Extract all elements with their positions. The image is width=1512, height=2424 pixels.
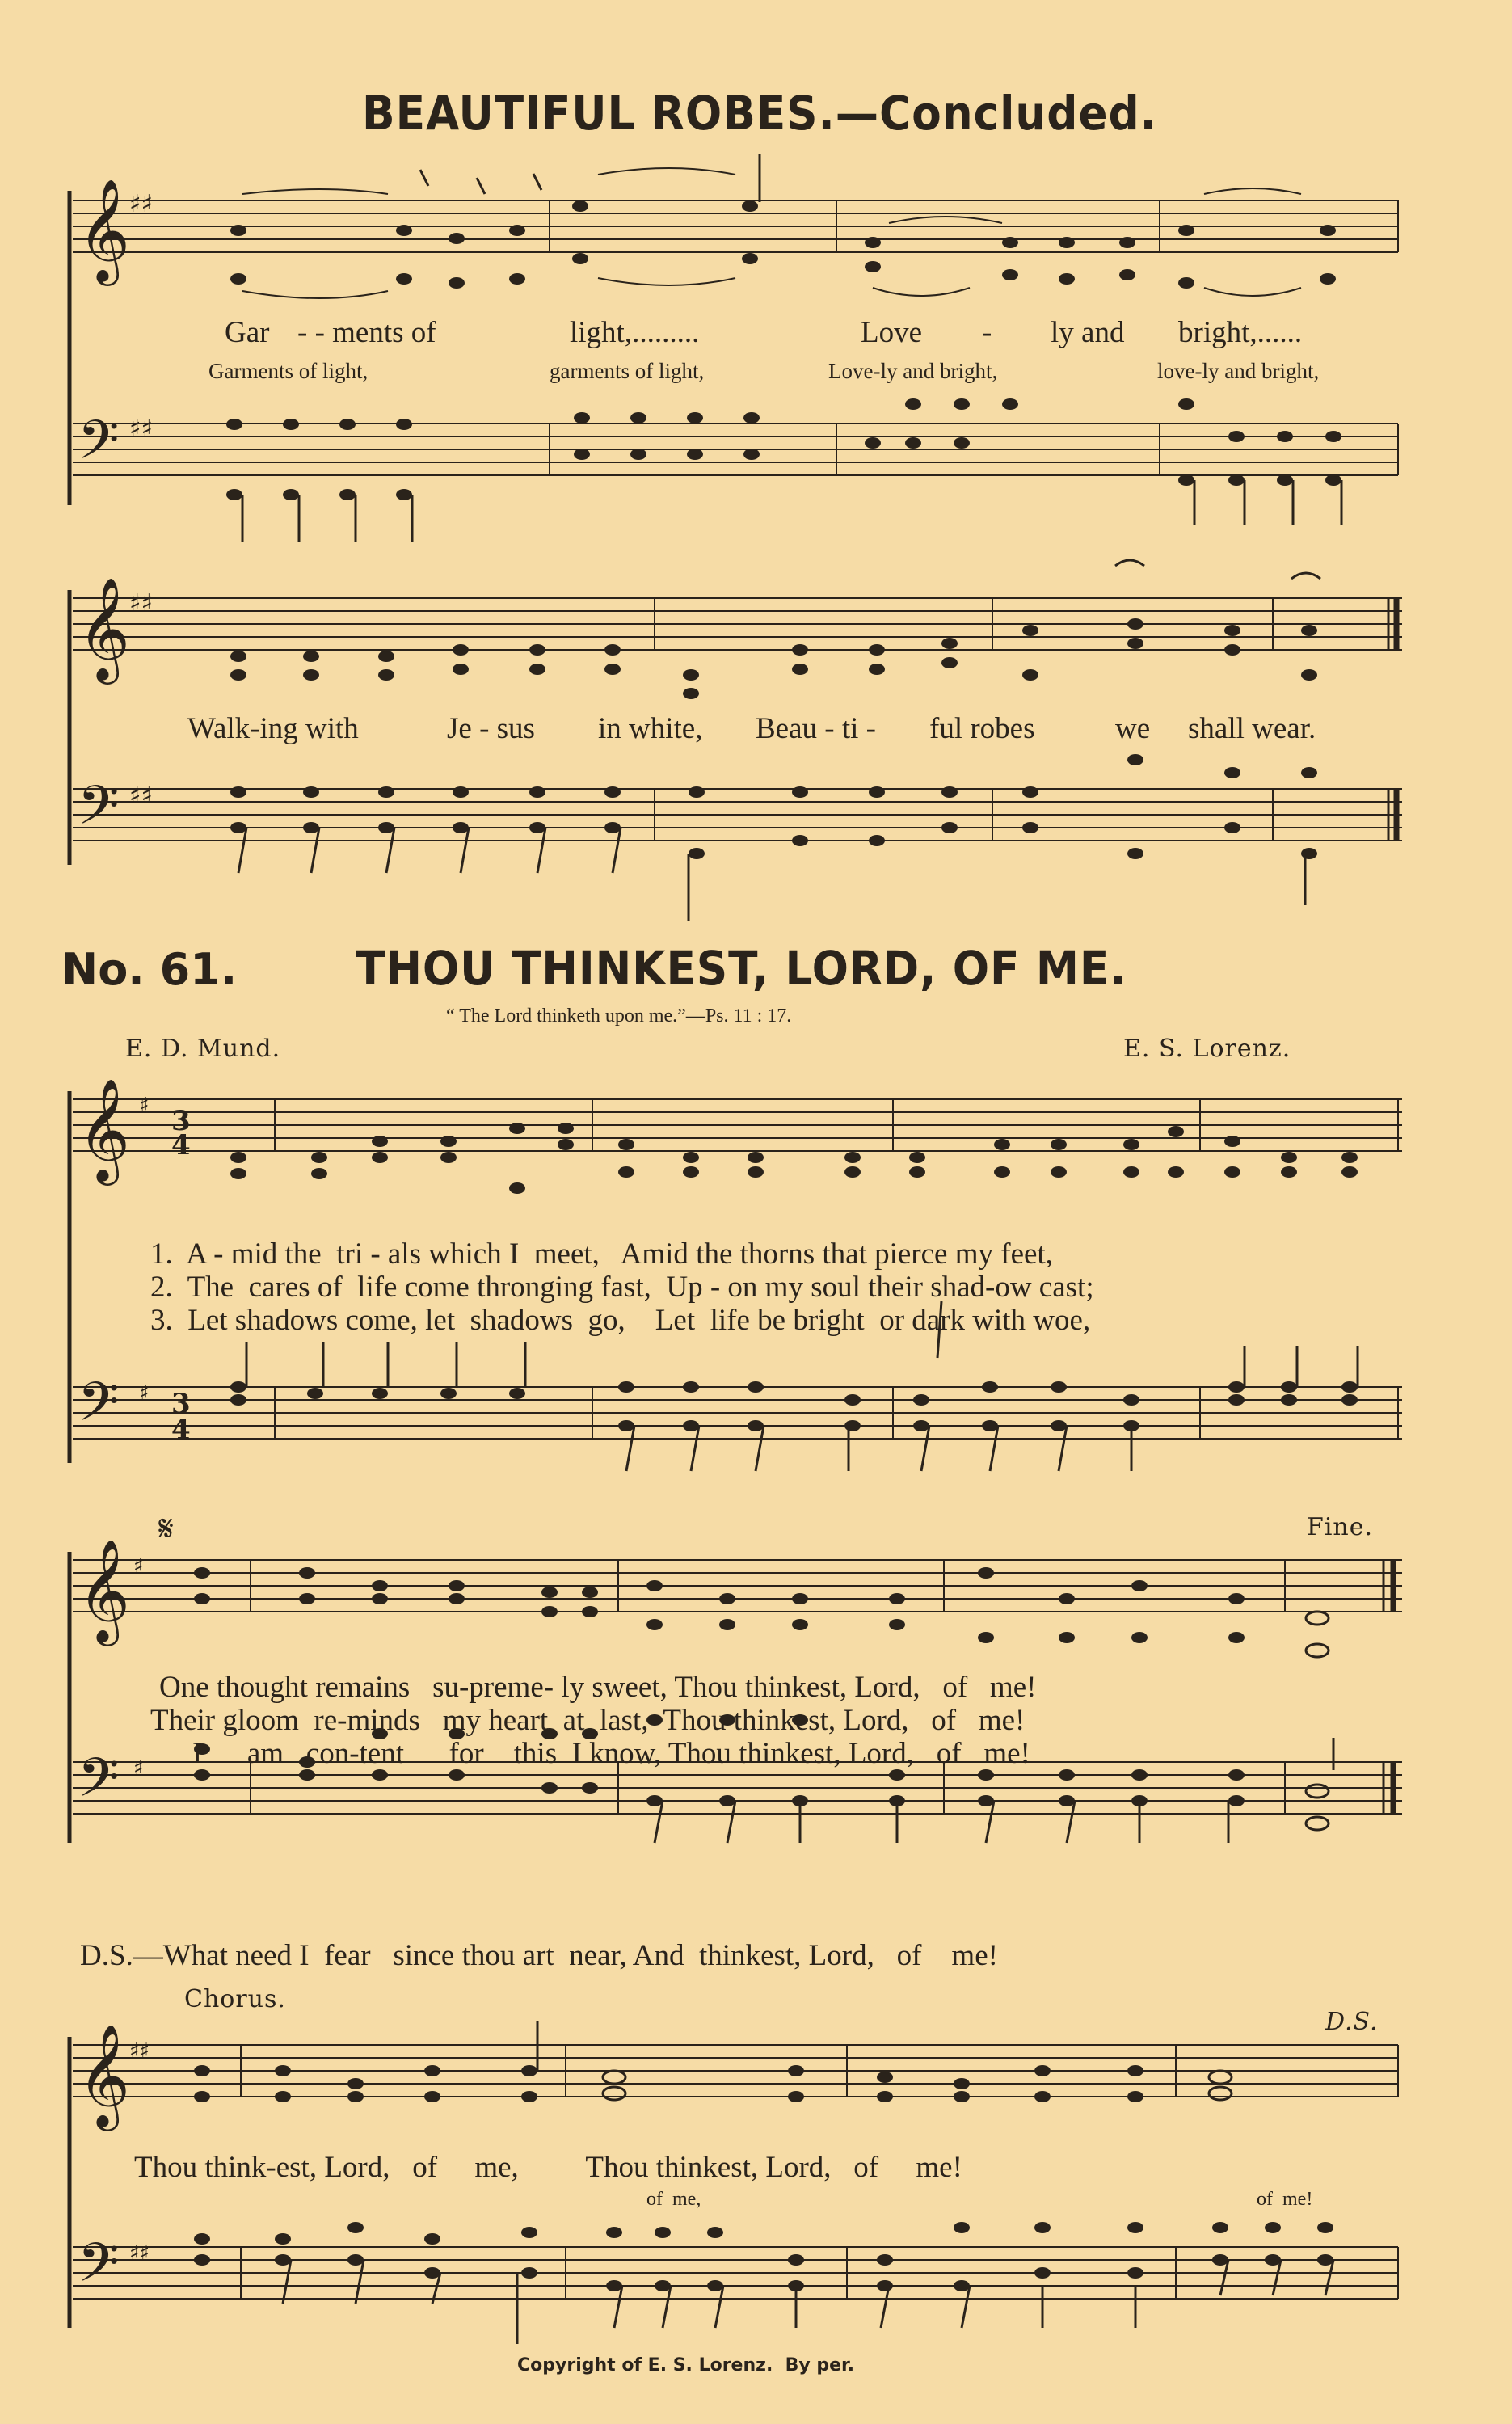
robes-lyric-6: ly and <box>1051 316 1125 349</box>
robes-lyric-1: Gar <box>225 316 270 349</box>
robes-system-1-music <box>0 0 1512 566</box>
robes-lyric-2: - - ments of <box>297 316 436 349</box>
robes-lyric-11: Beau - ti - <box>756 712 876 745</box>
hymn-segno: 𝄋 <box>158 1509 174 1549</box>
robes-lyric-5: - <box>982 316 992 349</box>
robes-small-4: love-ly and bright, <box>1157 359 1320 383</box>
robes-lyric-3: light,......... <box>570 316 700 349</box>
verse-1-line-1: 1. A - mid the tri - als which I meet, Amid the thorns that pierce my feet, <box>150 1237 1053 1271</box>
svg-text:♯: ♯ <box>139 1094 150 1118</box>
chorus-echo-1: of me, <box>646 2189 701 2210</box>
hymn-number: No. 61. <box>61 944 238 995</box>
svg-text:♯: ♯ <box>133 1554 144 1579</box>
robes-lyric-12: ful robes <box>929 712 1035 745</box>
verse-3-line-1: 3. Let shadows come, let shadows go, Let life be bright or dark with woe, <box>150 1304 1091 1337</box>
svg-text:♯♯: ♯♯ <box>129 2241 150 2266</box>
svg-text:𝄢: 𝄢 <box>78 774 120 849</box>
page-title: BEAUTIFUL ROBES.—Concluded. <box>362 86 1157 141</box>
svg-text:𝄞: 𝄞 <box>78 178 131 281</box>
robes-lyric-7: bright,...... <box>1178 316 1303 349</box>
svg-text:♯♯: ♯♯ <box>129 589 154 618</box>
hymn-epigraph: “ The Lord thinketh upon me.”—Ps. 11 : 17. <box>446 1005 792 1027</box>
chorus-echo-2: of me! <box>1257 2189 1313 2210</box>
robes-lyric-13: we <box>1115 712 1151 745</box>
svg-text:𝄞: 𝄞 <box>78 1538 131 1642</box>
hymn-title: THOU THINKEST, LORD, OF ME. <box>356 941 1127 996</box>
verse-2-line-1: 2. The cares of life come thronging fast, Up - on my soul their shad-ow cast; <box>150 1271 1094 1304</box>
verse-2-line-2: Their gloom re-minds my heart at last, Thou thinkest, Lord, of me! <box>150 1704 1026 1737</box>
svg-text:♯♯: ♯♯ <box>129 782 154 810</box>
svg-text:𝄞: 𝄞 <box>78 1077 131 1181</box>
robes-small-3: Love-ly and bright, <box>828 359 998 383</box>
hymn-composer: E. S. Lorenz. <box>1123 1035 1291 1063</box>
robes-lyric-8: Walk-ing with <box>187 712 359 745</box>
robes-lyric-4: Love <box>861 316 923 349</box>
svg-text:♯♯: ♯♯ <box>129 190 154 218</box>
svg-text:4: 4 <box>171 1414 191 1446</box>
svg-text:♯♯: ♯♯ <box>129 415 154 443</box>
svg-text:𝄢: 𝄢 <box>78 409 120 484</box>
chorus-label: Chorus. <box>184 1985 286 2013</box>
ds-lyric-line: D.S.—What need I fear since thou art near, And thinkest, Lord, of me! <box>80 1939 998 1972</box>
svg-text:𝄞: 𝄞 <box>78 576 131 680</box>
robes-small-2: garments of light, <box>550 359 705 383</box>
svg-text:♯: ♯ <box>133 1756 144 1781</box>
robes-lyric-10: in white, <box>598 712 703 745</box>
svg-text:3: 3 <box>171 1388 191 1420</box>
svg-text:𝄢: 𝄢 <box>78 1747 120 1822</box>
chorus-lyrics: Thou think-est, Lord, of me, Thou thinkest, Lord, of me! <box>134 2151 962 2184</box>
ds-mark: D.S. <box>1325 2008 1379 2036</box>
svg-text:3: 3 <box>171 1105 191 1137</box>
svg-text:♯: ♯ <box>139 1381 150 1406</box>
verse-3-line-2: I am con-tent for this I know, Thou thinkest, Lord, of me! <box>192 1737 1030 1770</box>
robes-small-1: Garments of light, <box>208 359 369 383</box>
svg-text:𝄢: 𝄢 <box>78 1371 120 1446</box>
verse-1-line-2: One thought remains su-preme- ly sweet, Thou thinkest, Lord, of me! <box>159 1671 1037 1704</box>
robes-lyric-9: Je - sus <box>447 712 535 745</box>
copyright-notice: Copyright of E. S. Lorenz. By per. <box>517 2355 855 2376</box>
svg-text:𝄢: 𝄢 <box>78 2232 120 2307</box>
staff-lines <box>73 200 1398 252</box>
svg-text:𝄞: 𝄞 <box>78 2023 131 2127</box>
robes-lyric-14: shall wear. <box>1188 712 1316 745</box>
svg-text:4: 4 <box>171 1129 191 1161</box>
svg-text:♯♯: ♯♯ <box>129 2039 150 2064</box>
fine-mark: Fine. <box>1307 1513 1374 1541</box>
hymn-author: E. D. Mund. <box>125 1035 281 1063</box>
